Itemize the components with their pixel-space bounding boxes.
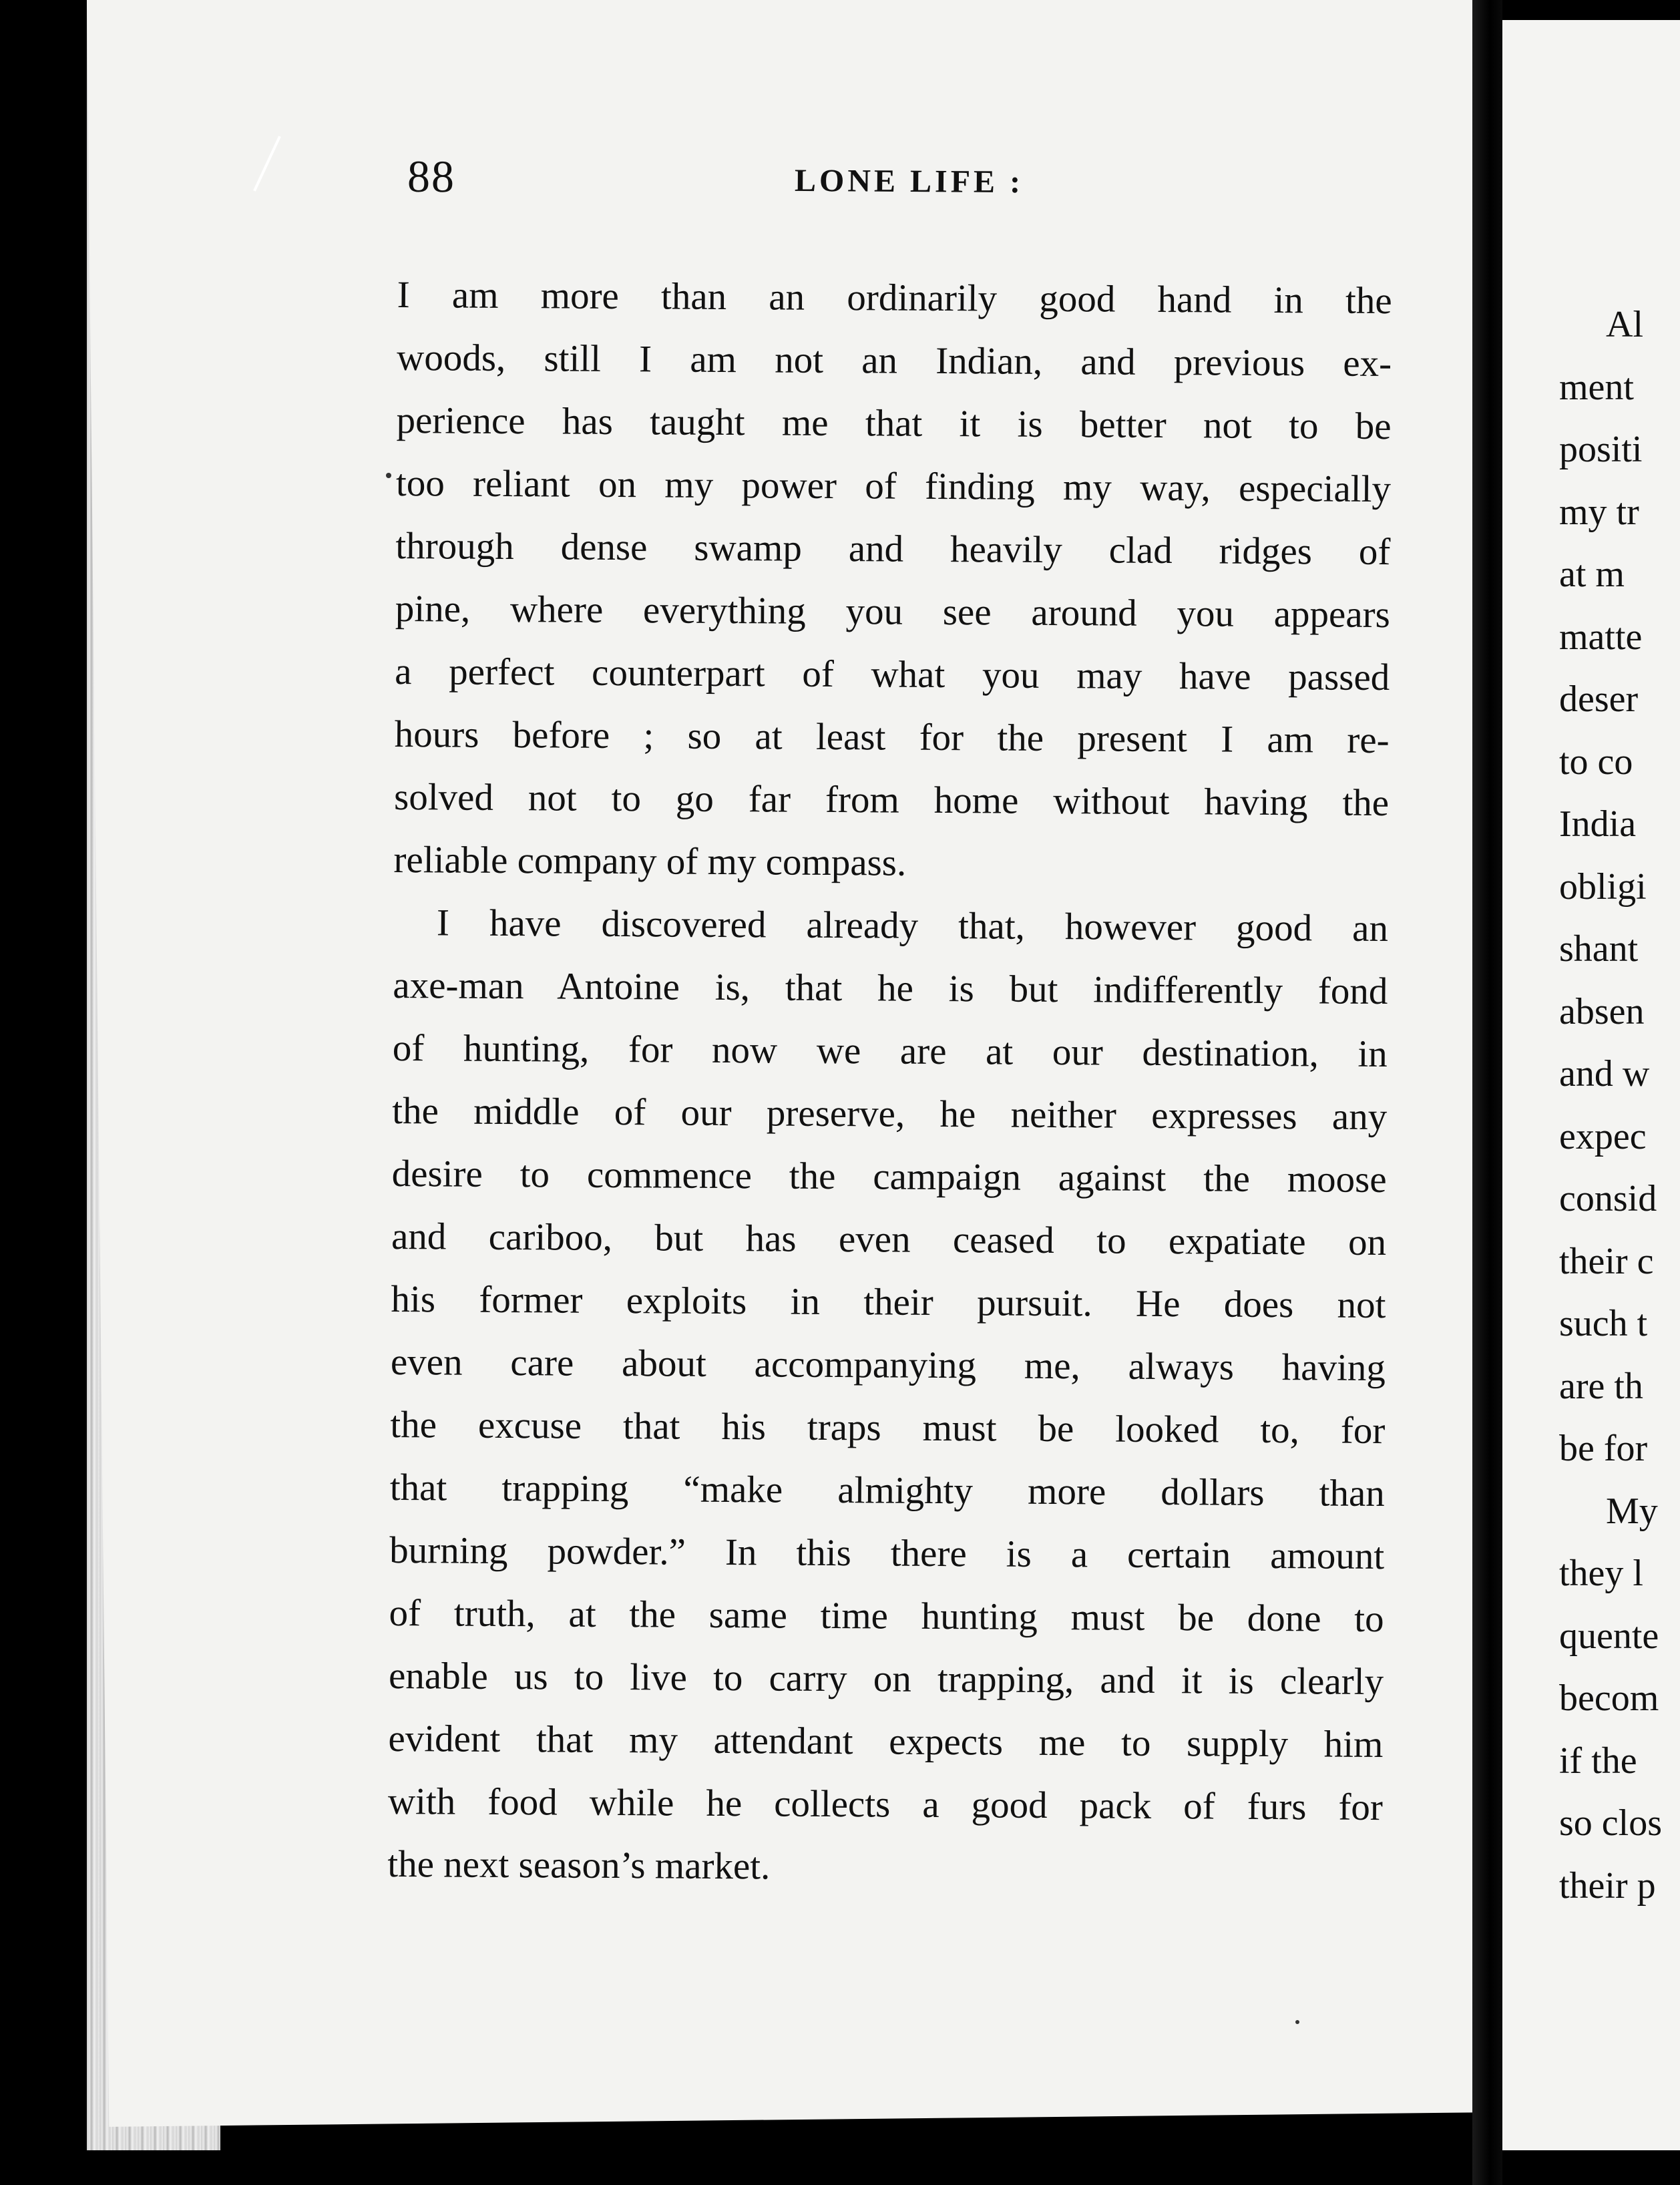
body-text (387, 264, 1392, 1902)
text-line: at m (1559, 554, 1625, 595)
text-line: absen (1559, 990, 1645, 1032)
text-line: I have discovered already that, however good an (436, 902, 1389, 950)
text-line: that trapping “make almighty more dollars than (389, 1466, 1385, 1515)
running-head: LONE LIFE : (794, 162, 1024, 200)
text-line: burning powder.” In this there is a certain amount (389, 1529, 1385, 1578)
text-line: woods, still I am not an Indian, and previous ex- (396, 336, 1392, 385)
page-number: 88 (407, 150, 456, 202)
text-line: be for (1559, 1428, 1648, 1469)
text-line: if the (1559, 1740, 1637, 1782)
text-line: axe-man Antoine is, that he is but indifferently fond (393, 964, 1388, 1013)
text-line: are th (1559, 1365, 1643, 1407)
text-line: evident that my attendant expects me to supply him (388, 1717, 1384, 1766)
text-line: their p (1559, 1864, 1656, 1907)
text-line: to co (1559, 741, 1633, 783)
text-line: with food while he collects a good pack of furs for (387, 1780, 1384, 1829)
text-line: Al (1606, 304, 1643, 345)
book-gutter (1472, 0, 1502, 2185)
text-line: and w (1559, 1053, 1650, 1095)
right-page-text (1559, 294, 1662, 1917)
text-line: India (1559, 803, 1637, 845)
text-line: ment (1559, 366, 1634, 408)
ink-speck (386, 473, 391, 478)
text-line: solved not to go far from home without having the (393, 775, 1390, 825)
right-page (1502, 20, 1680, 2150)
text-line: through dense swamp and heavily clad ridges of (395, 524, 1391, 574)
text-line: perience has taught me that it is better not to be (396, 399, 1392, 448)
text-line: reliable company of my compass. (393, 838, 907, 884)
text-line: the excuse that his traps must be looked to, for (390, 1403, 1386, 1452)
text-line: and cariboo, but has even ceased to expatiate on (391, 1215, 1387, 1264)
text-line: a perfect counterpart of what you may have passed (395, 650, 1390, 699)
text-line: I am more than an ordinarily good hand in the (397, 273, 1392, 323)
text-line: My (1606, 1490, 1658, 1532)
text-line: expec (1559, 1115, 1647, 1157)
text-line: his former exploits in their pursuit. He does not (391, 1277, 1386, 1327)
text-line: obligi (1559, 865, 1647, 908)
text-line: of hunting, for now we are at our destination, in (392, 1026, 1388, 1076)
text-line: too reliant on my power of finding my way, especially (395, 461, 1392, 511)
text-line: consid (1559, 1178, 1657, 1219)
text-line: becom (1559, 1677, 1659, 1719)
text-line: they l (1559, 1553, 1643, 1594)
text-line: their c (1559, 1240, 1654, 1282)
text-line: enable us to live to carry on trapping, and it is clearly (388, 1654, 1384, 1704)
text-line: desire to commence the campaign against the moose (391, 1152, 1387, 1201)
text-line: the next season’s market. (387, 1842, 771, 1888)
text-line: of truth, at the same time hunting must be done to (389, 1591, 1384, 1641)
text-line: matte (1559, 616, 1643, 658)
ink-speck (1295, 2020, 1299, 2024)
text-line: pine, where everything you see around you appears (395, 587, 1391, 636)
page-header (407, 150, 1410, 210)
text-line: hours before ; so at least for the present I am re- (394, 713, 1390, 762)
text-line: such t (1559, 1303, 1648, 1344)
text-line: shant (1559, 928, 1639, 970)
text-line: quente (1559, 1615, 1659, 1657)
text-line: so clos (1559, 1802, 1662, 1844)
text-line: even care about accompanying me, always having (390, 1340, 1386, 1390)
text-line: the middle of our preserve, he neither expresses any (392, 1089, 1388, 1139)
text-line: my tr (1559, 491, 1639, 533)
text-line: deser (1559, 678, 1639, 720)
text-line: positi (1559, 429, 1643, 470)
